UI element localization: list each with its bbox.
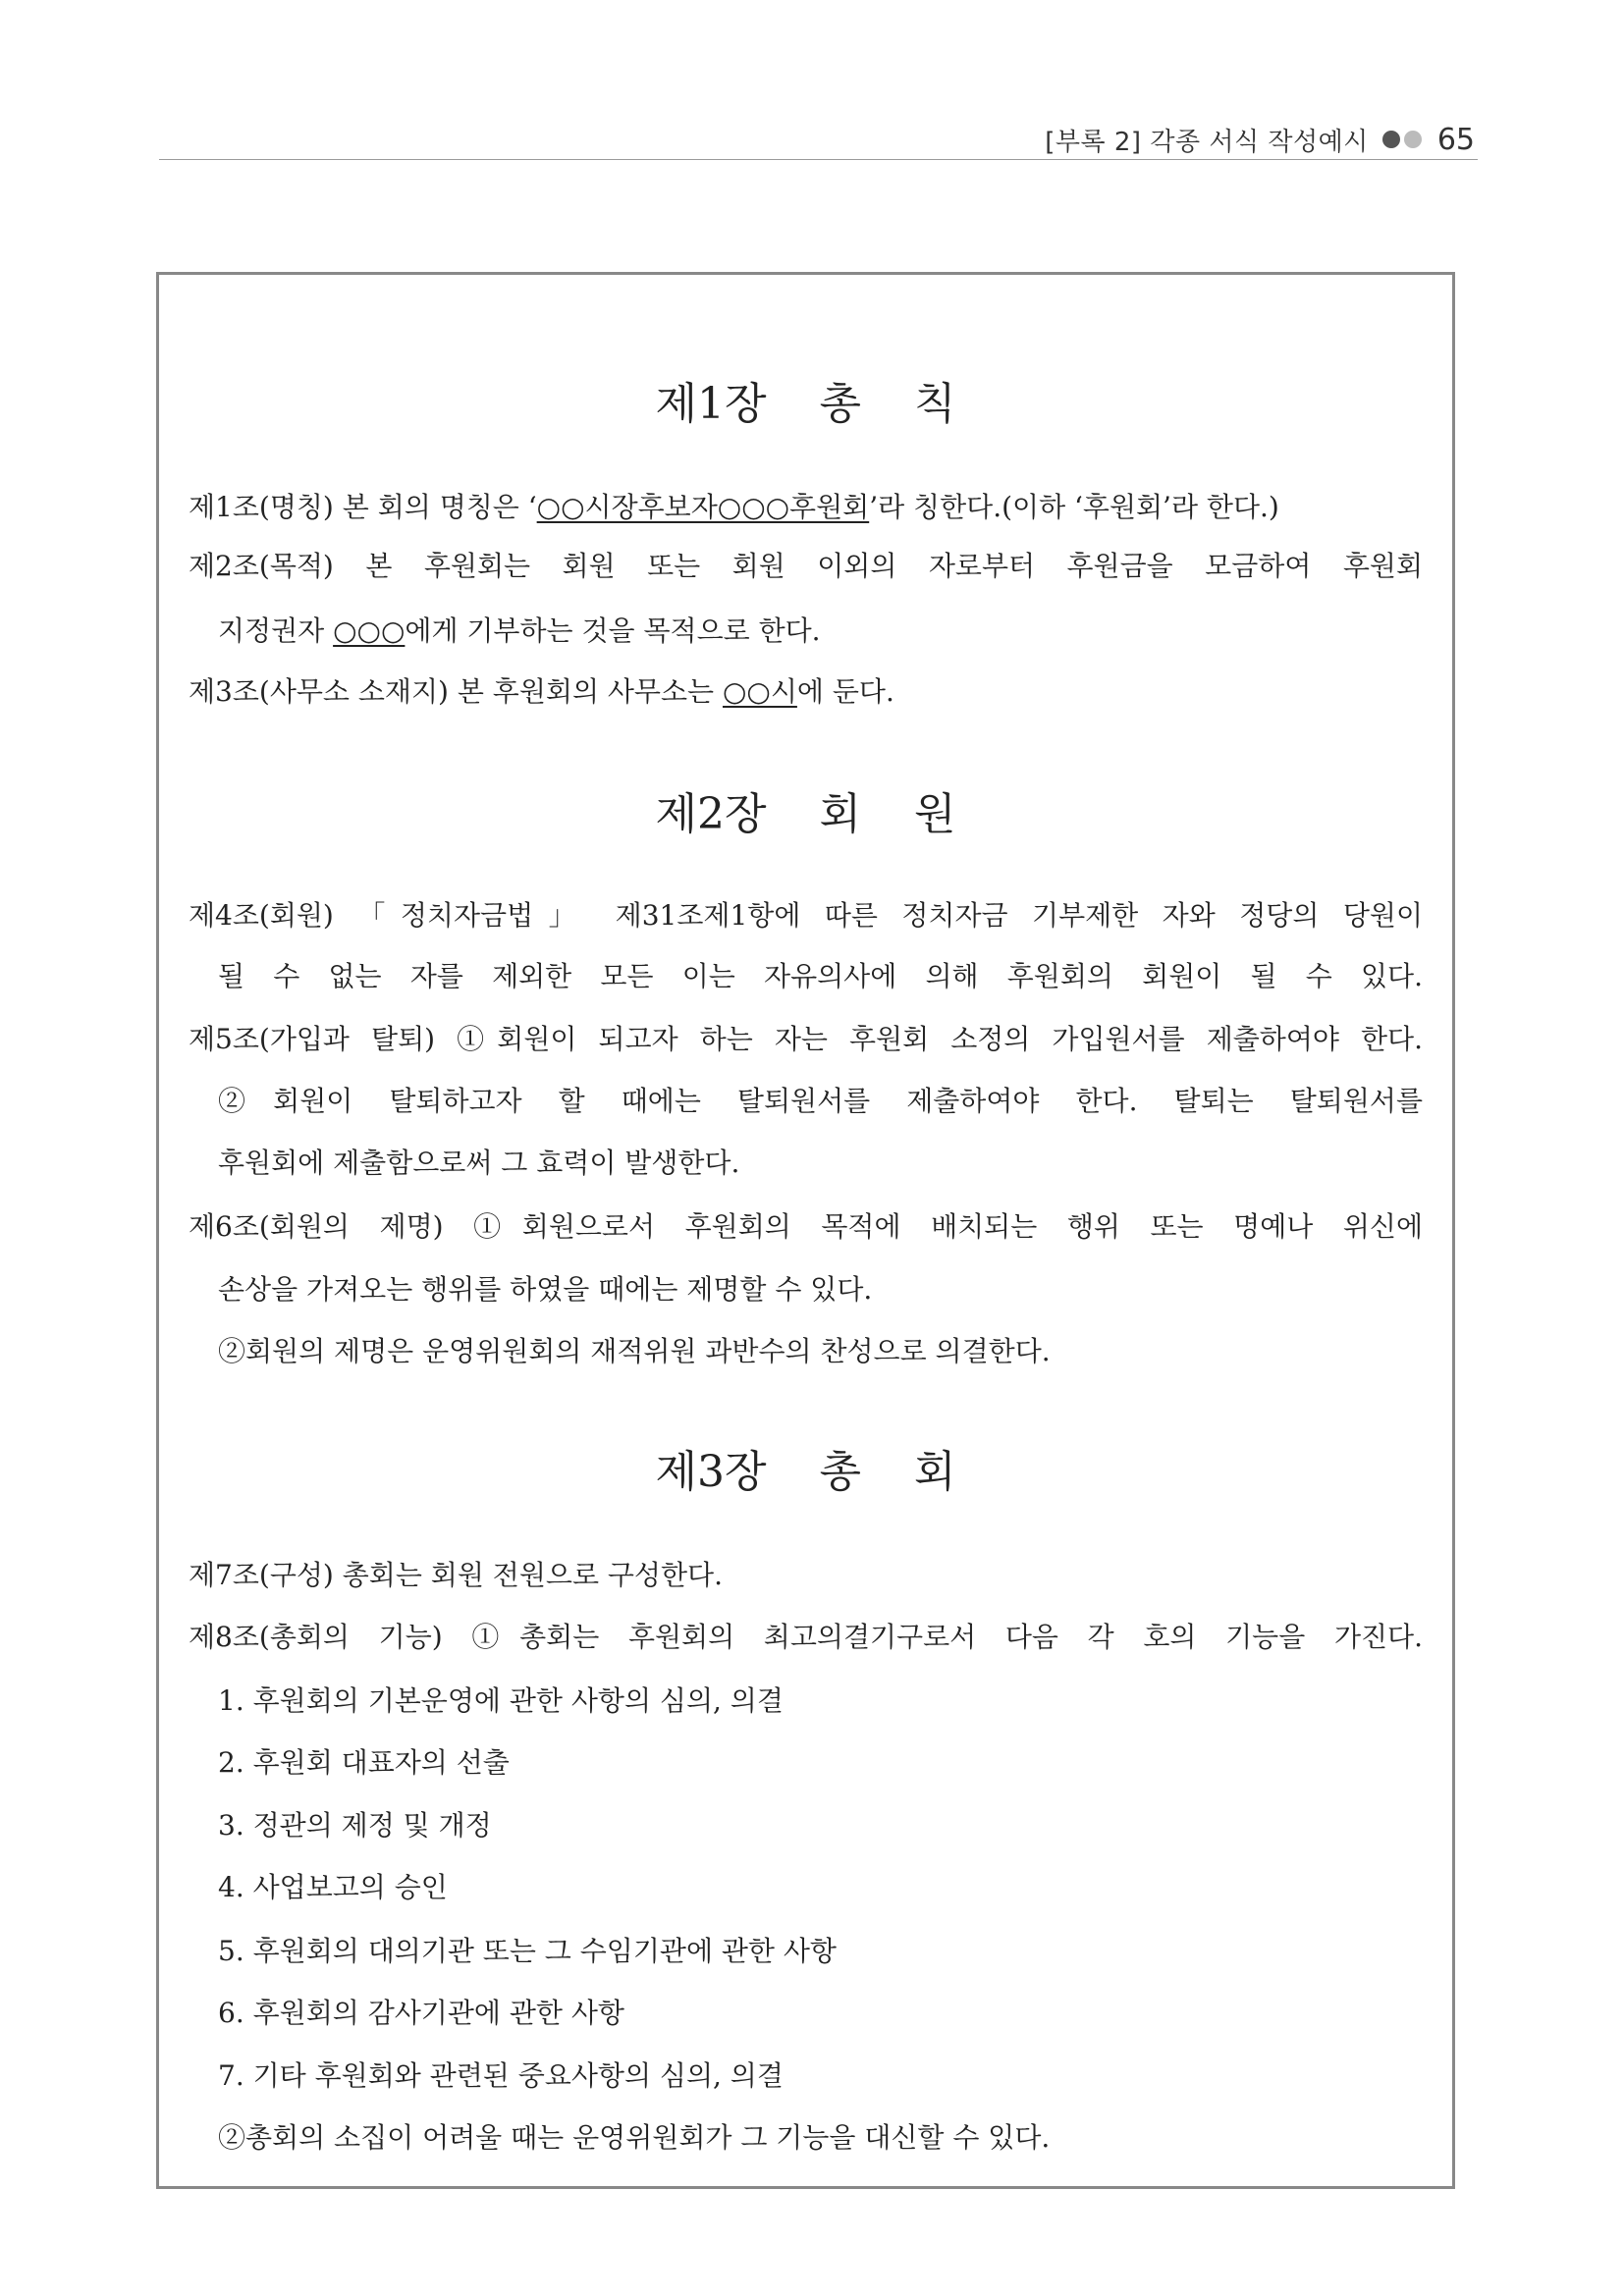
article-4: 제4조(회원) 「정치자금법」 제31조제1항에 따른 정치자금 기부제한 자와 정당의 당원이 (189, 899, 1423, 932)
chapter-title: 제2장 회 원 (655, 789, 956, 839)
article-text: 에게 기부하는 것을 목적으로 한다. (405, 614, 821, 647)
article-6: 제6조(회원의 제명) ①회원으로서 후원회의 목적에 배치되는 행위 또는 명예나 위신에 (189, 1210, 1423, 1243)
article-6-clause-2: ②회원의 제명은 운영위원회의 재적위원 과반수의 찬성으로 의결한다. (218, 1335, 1051, 1367)
article-2-continued (218, 612, 1423, 651)
underlined-name: ○○○ (333, 614, 406, 647)
article-8: 제8조(총회의 기능) ①총회는 후원회의 최고의결기구로서 다음 각 호의 기능을 가진다. (189, 1621, 1423, 1653)
header-rule (159, 159, 1478, 160)
underlined-place: ○○시 (722, 675, 797, 708)
article-5: 제5조(가입과 탈퇴) ①회원이 되고자 하는 자는 후원회 소정의 가입원서를 제출하여야 한다. (189, 1023, 1423, 1055)
article-text: ’라 칭한다.(이하 ‘후원회’라 한다.) (869, 491, 1279, 523)
article-8-clause-2: ②총회의 소집이 어려울 때는 운영위원회가 그 기능을 대신할 수 있다. (218, 2121, 1051, 2154)
article-2: 제2조(목적) 본 후원회는 회원 또는 회원 이외의 자로부터 후원금을 모금하여 후원회 (189, 550, 1423, 582)
chapter-title: 제3장 총 회 (655, 1447, 956, 1497)
article-7: 제7조(구성) 총회는 회원 전원으로 구성한다. (189, 1559, 723, 1591)
article-1 (189, 488, 1423, 527)
list-item: 2. 후원회 대표자의 선출 (218, 1746, 510, 1779)
list-item: 6. 후원회의 감사기관에 관한 사항 (218, 1997, 624, 2029)
list-item: 4. 사업보고의 승인 (218, 1871, 448, 1903)
article-text: 지정권자 (218, 614, 334, 647)
list-item: 1. 후원회의 기본운영에 관한 사항의 심의, 의결 (218, 1684, 784, 1717)
article-text: 에 둔다. (796, 675, 894, 708)
underlined-name: ○○시장후보자○○○후원회 (536, 491, 870, 523)
header-bullets (1382, 131, 1426, 148)
dark-circle-icon (1382, 131, 1400, 148)
page-number: 65 (1436, 122, 1475, 157)
list-item: 5. 후원회의 대의기관 또는 그 수임기관에 관한 사항 (218, 1935, 837, 1967)
article-text: 제3조(사무소 소재지) 본 후원회의 사무소는 (189, 675, 723, 708)
article-text: 제1조(명칭) 본 회의 명칭은 ‘ (189, 491, 537, 523)
light-circle-icon (1404, 131, 1422, 148)
article-4-continued: 될 수 없는 자를 제외한 모든 이는 자유의사에 의해 후원회의 회원이 될 수 있다. (218, 960, 1423, 992)
article-6-continued: 손상을 가져오는 행위를 하였을 때에는 제명할 수 있다. (218, 1273, 873, 1306)
list-item: 7. 기타 후원회와 관련된 중요사항의 심의, 의결 (218, 2059, 784, 2092)
running-header (1045, 122, 1475, 157)
list-item: 3. 정관의 제정 및 개정 (218, 1809, 492, 1842)
article-5-continued: 후원회에 제출함으로써 그 효력이 발생한다. (218, 1147, 740, 1179)
article-5-clause-2: ②회원이 탈퇴하고자 할 때에는 탈퇴원서를 제출하여야 한다. 탈퇴는 탈퇴원서를 (218, 1085, 1423, 1117)
article-3 (189, 672, 1423, 712)
section-label: [부록 2] 각종 서식 작성예시 (1045, 127, 1369, 157)
chapter-title: 제1장 총 칙 (655, 379, 956, 429)
